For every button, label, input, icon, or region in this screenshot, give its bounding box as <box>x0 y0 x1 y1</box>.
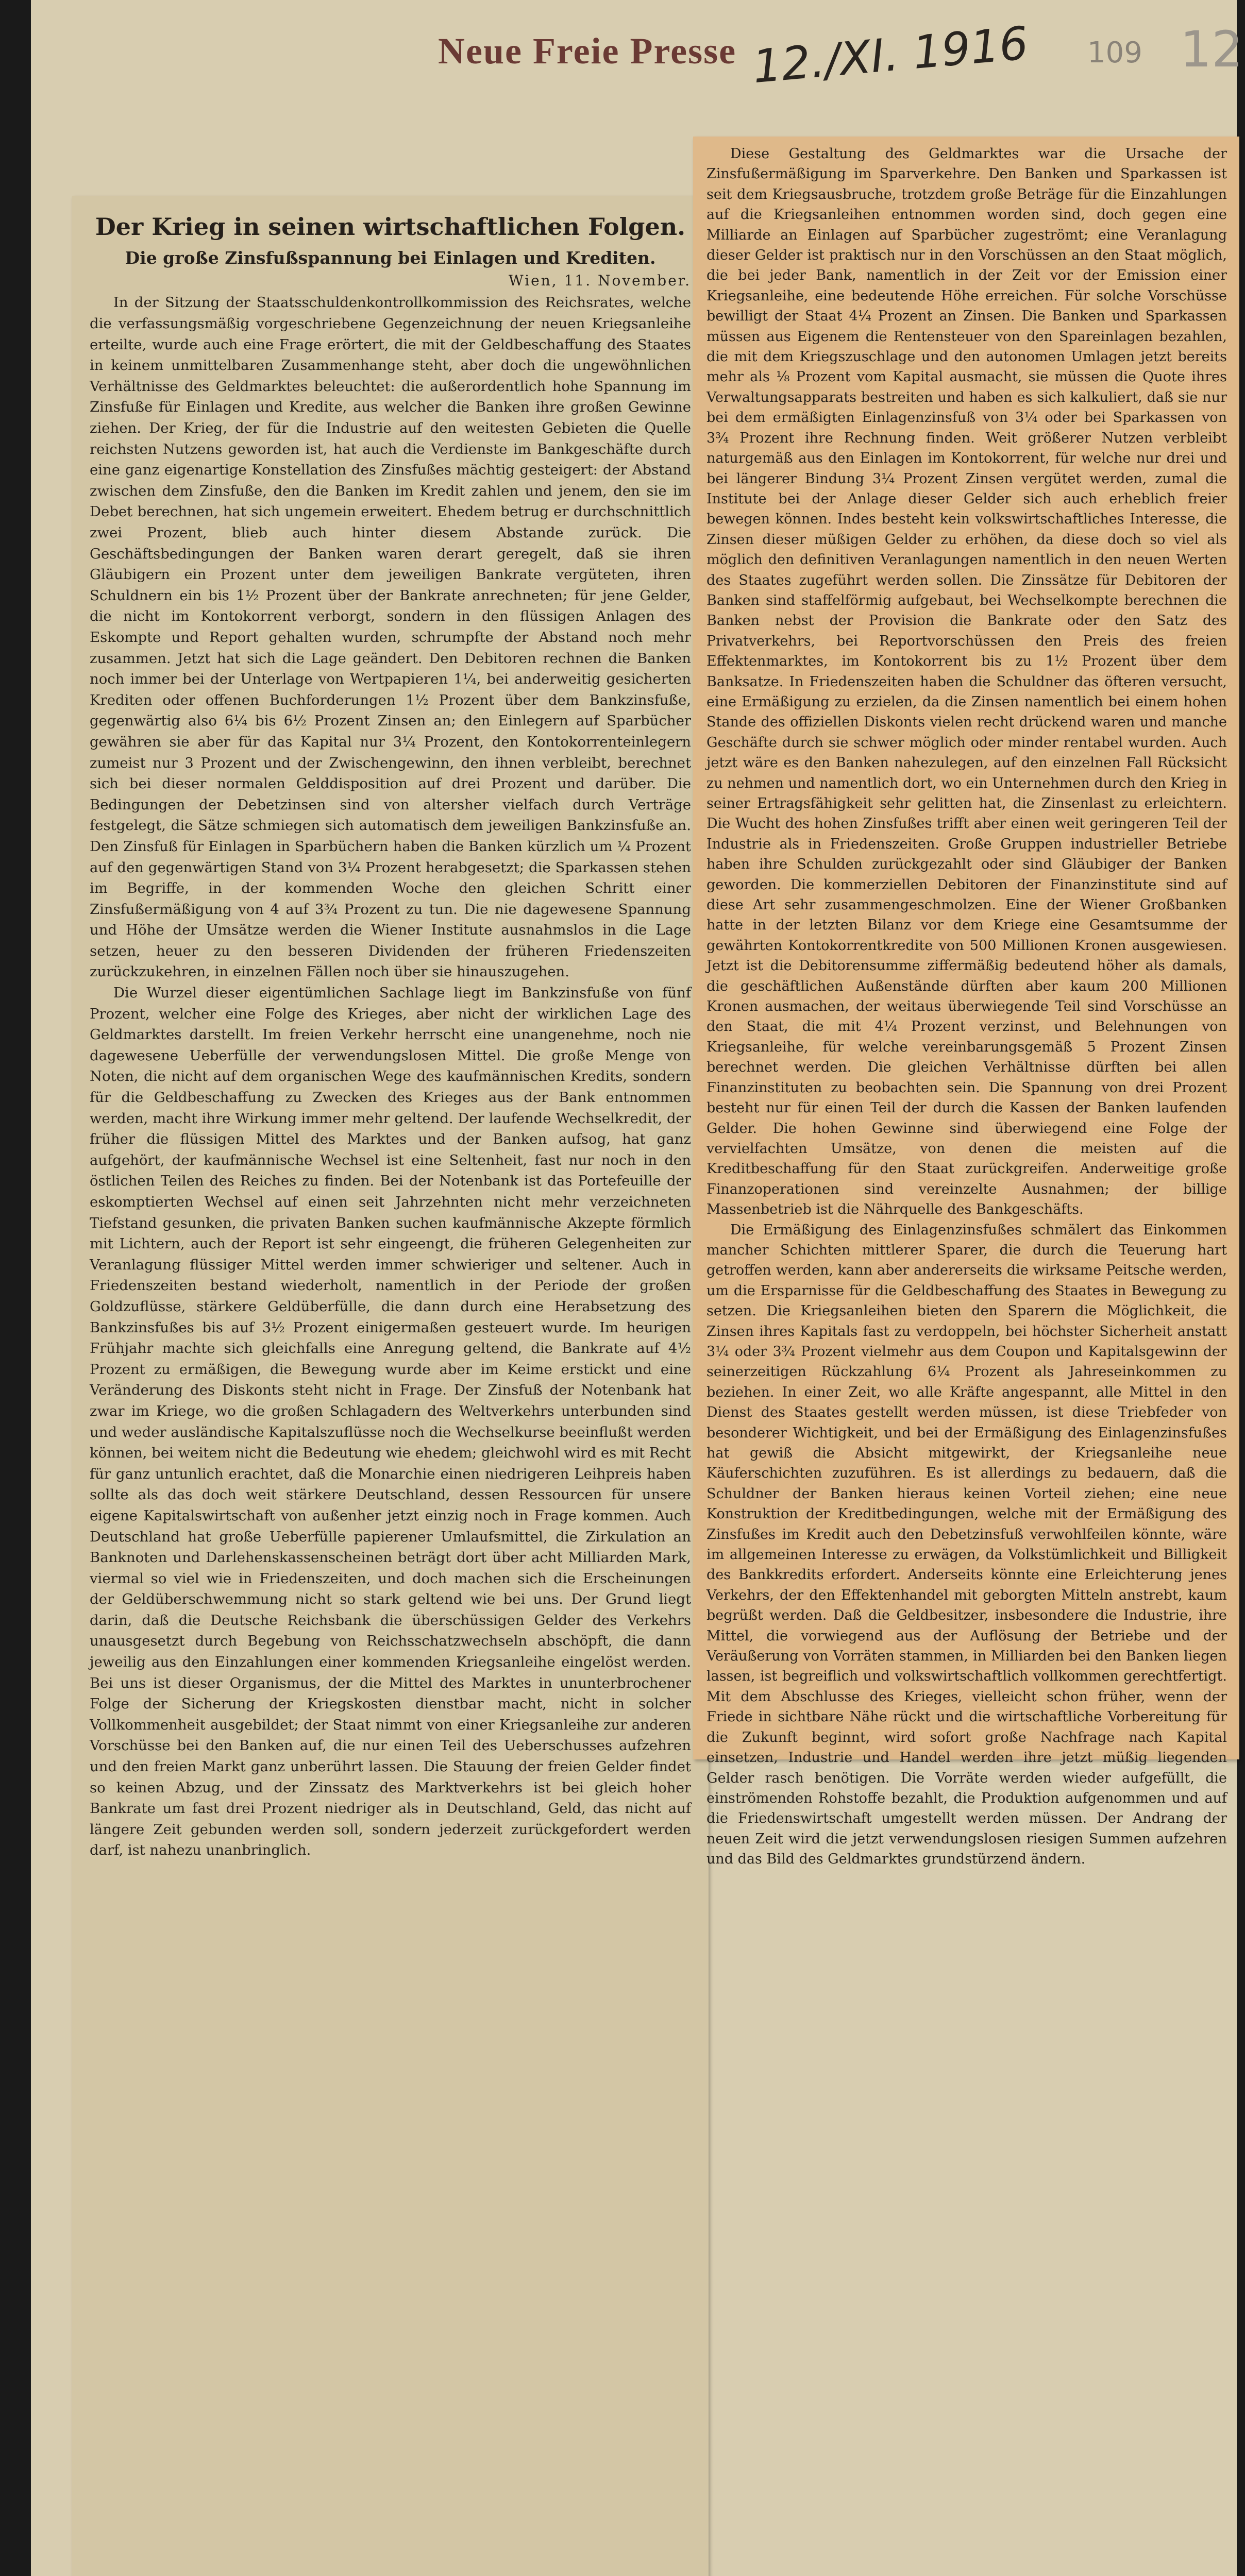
newspaper-masthead: Neue Freie Presse <box>438 30 737 72</box>
article-dateline: Wien, 11. November. <box>508 272 691 290</box>
archive-mark: 12 <box>1180 21 1243 78</box>
article-subheadline: Die große Zinsfußspannung bei Einlagen und Krediten. <box>125 247 656 268</box>
clipping-left-column <box>72 196 709 2576</box>
article-paragraph: Diese Gestaltung des Geldmarktes war die Ursache der Zinsfußermäßigung im Sparverkehre. Den Banken und Sparkassen ist seit dem Kriegsausbruche, trotzdem große Beträge für die Einzahlungen auf die Kriegsanleihen entnommen worden sind, doch gegen eine Milliarde an Einlagen auf Sparbücher zugeströmt; eine Veranlagung dieser Gelder ist praktisch nur in den Vorschüssen an den Staat möglich, die bei jeder Bank, namentlich in der Zeit vor der Emission einer Kriegsanleihe, eine bedeutende Höhe erreichen. Für solche Vorschüsse bewilligt der Staat 4¼ Prozent an Zinsen. Die Banken und Sparkassen müssen aus Eigenem die Rentensteuer von den Spareinlagen bezahlen, die mit dem Kriegszuschlage und den autonomen Umlagen jetzt bereits mehr als ⅛ Prozent vom Kapital ausmacht, sie müssen die Quote ihres Verwaltungsapparats bestreiten und haben es sich kalkuliert, daß sie nur bei dem ermäßigten Einlagenzinsfuß von 3¼ oder bei Sparkassen von 3¾ Prozent ihre Rechnung finden. Weit größerer Nutzen verbleibt naturgemäß aus den Einlagen im Kontokorrent, für welche nur drei und bei längerer Bindung 3¼ Prozent Zinsen vergütet werden, zumal die Institute bei der Anlage dieser Gelder sich auch erheblich freier bewegen können. Indes besteht kein volkswirtschaftliches Interesse, die Zinsen dieser müßigen Gelder zu erhöhen, da diese doch so viel als möglich den definitiven Veranlagungen namentlich in den neuen Werten des Staates zugeführt werden sollen. Die Zinssätze für Debitoren der Banken sind staffelförmig aufgebaut, bei Wechselkompte berechnen die Banken nebst der Provision die Bankrate oder den Satz des Privatverkehrs, bei Reportvorschüssen den Preis des freien Effektenmarktes, im Kontokorrent bis zu 1½ Prozent über dem Banksatze. In Friedenszeiten haben die Schuldner das öfteren versucht, eine Ermäßigung zu erzielen, da die Zinsen namentlich bei einem hohen Stande des offiziellen Diskonts vielen recht drückend waren und manche Geschäfte durch sie schwer möglich oder minder rentabel wurden. Auch jetzt wäre es den Banken nahezulegen, auf den einzelnen Fall Rücksicht zu nehmen und namentlich dort, wo ein Unternehmen durch den Krieg in seiner Ertragsfähigkeit sehr gelitten hat, die Zinsenlast zu erleichtern. Die Wucht des hohen Zinsfußes trifft aber einen weit geringeren Teil der Industrie als in Friedenszeiten. Große Gruppen industrieller Betriebe haben ihre Schulden zurückgezahlt oder sind Gläubiger der Banken geworden. Die kommerziellen Debitoren der Finanzinstitute sind auf diese Art sehr zusammengeschmolzen. Eine der Wiener Großbanken hatte in der letzten Bilanz vor dem Kriege eine Gesamtsumme der gewährten Kontokorrentkredite von 500 Millionen Kronen ausgewiesen. Jetzt ist die Debitorensumme ziffermäßig bedeutend höher als damals, die geschäftlichen Außenstände dürften aber kaum 200 Millionen Kronen ausmachen, der weitaus überwiegende Teil sind Vorschüsse an den Staat, die mit 4¼ Prozent verzinst, und Belehnungen von Kriegsanleihe, für welche vereinbarungsgemäß 5 Prozent Zinsen berechnet werden. Die gleichen Verhältnisse dürften bei allen Finanzinstituten zu beobachten sein. Die Spannung von drei Prozent besteht nur für einen Teil der durch die Kassen der Banken laufenden Gelder. Die hohen Gewinne sind überwiegend eine Folge der vervielfachten Umsätze, von denen die meisten auf die Kreditbeschaffung für den Staat zurückgreifen. Anderweitige große Finanzoperationen sind vereinzelte Ausnahmen; der billige Massenbetrieb ist die Nährquelle des Bankgeschäfts. <box>706 146 1227 1218</box>
article-paragraph: In der Sitzung der Staatsschuldenkontrollkommission des Reichsrates, welche die verfassungsmäßig vorgeschriebene Gegenzeichnung der neuen Kriegsanleihe erteilte, wurde auch eine Frage erörtert, die mit der Geldbeschaffung des Staates in keinem unmittelbaren Zusammenhange steht, aber doch die ungewöhnlichen Verhältnisse des Geldmarktes beleuchtet: die außerordentlich hohe Spannung im Zinsfuße für Einlagen und Kredite, aus welcher die Banken ihre großen Gewinne ziehen. Der Krieg, der für die Industrie auf den weitesten Gebieten die Quelle reichsten Nutzens geworden ist, hat auch die Verdienste im Bankgeschäfte durch eine ganz eigenartige Konstellation des Zinsfußes mächtig gesteigert: der Abstand zwischen dem Zinsfuße, den die Banken im Kredit zahlen und jenem, den sie im Debet berechnen, hat sich ungemein erweitert. Ehedem betrug er durchschnittlich zwei Prozent, blieb auch hinter diesem Abstande zurück. Die Geschäftsbedingungen der Banken waren derart geregelt, daß sie ihren Gläubigern ein Prozent unter dem jeweiligen Bankrate vergüteten, ihren Schuldnern ein bis 1½ Prozent über der Bankrate anrechneten; für jene Gelder, die nicht im Kontokorrent verborgt, sondern in den flüssigen Anlagen des Eskompte und Report gehalten wurden, schrumpfte der Abstand noch mehr zusammen. Jetzt hat sich die Lage geändert. Den Debitoren rechnen die Banken noch immer bei der Unterlage von Wertpapieren 1¼, bei anderweitig gesicherten Krediten oder offenen Buchforderungen 1½ Prozent über dem Bankzinsfuße, gegenwärtig also 6¼ bis 6½ Prozent Zinsen an; den Einlegern auf Sparbücher gewähren sie aber für das Kapital nur 3¼ Prozent, den Kontokorrenteinlegern zumeist nur 3 Prozent und der Zwischengewinn, den ihnen verbleibt, berechnet sich bei dieser normalen Gelddisposition auf drei Prozent und darüber. Die Bedingungen der Debetzinsen sind von altersher vielfach durch Verträge festgelegt, die Sätze schmiegen sich automatisch dem jeweiligen Bankzinsfuße an. Den Zinsfuß für Einlagen in Sparbüchern haben die Banken kürzlich um ¼ Prozent auf den gegenwärtigen Stand von 3¼ Prozent herabgesetzt; die Sparkassen stehen im Begriffe, in der kommenden Woche den gleichen Schritt einer Zinsfußermäßigung von 4 auf 3¾ Prozent zu tun. Die nie dagewesene Spannung und Höhe der Umsätze werden die Wiener Institute ausnahmslos in die Lage setzen, heuer zu den besseren Dividenden der früheren Friedenszeiten zurückzukehren, in einzelnen Fällen noch über sie hinauszugehen. <box>90 294 691 980</box>
archive-number: 109 <box>1087 36 1142 70</box>
clipping-right-column <box>693 137 1239 1868</box>
article-headline: Der Krieg in seinen wirtschaftlichen Folgen. <box>95 213 686 241</box>
article-paragraph: Die Wurzel dieser eigentümlichen Sachlage liegt im Bankzinsfuße von fünf Prozent, welcher eine Folge des Krieges, aber nicht der wirklichen Lage des Geldmarktes darstellt. Im freien Verkehr herrscht eine unangenehme, noch nie dagewesene Ueberfülle der verwendungslosen Mittel. Die große Menge von Noten, die nicht auf dem organischen Wege des kaufmännischen Kredits, sondern für die Geldbeschaffung zu Zwecken des Krieges aus der Bank entnommen werden, macht ihre Wirkung immer mehr geltend. Der laufende Wechselkredit, der früher die flüssigen Mittel des Marktes und der Banken aufsog, hat ganz aufgehört, der kaufmännische Wechsel ist eine Seltenheit, fast nur noch in den östlichen Teilen des Reiches zu finden. Bei der Notenbank ist das Portefeuille der eskomptierten Wechsel auf einen seit Jahrzehnten nicht mehr verzeichneten Tiefstand gesunken, die privaten Banken suchen kaufmännische Akzepte förmlich mit Lichtern, auch der Report ist sehr eingeengt, die früheren Gelegenheiten zur Veranlagung flüssiger Mittel werden immer schwieriger und seltener. Auch in Friedenszeiten bestand wiederholt, namentlich in der Periode der großen Goldzuflüsse, stärkere Geldüberfülle, die dann durch eine Herabsetzung des Bankzinsfußes bis auf 3½ Prozent einigermaßen gesteuert wurde. Im heurigen Frühjahr machte sich gleichfalls eine Anregung geltend, die Bankrate auf 4½ Prozent zu ermäßigen, die Bewegung wurde aber im Keime erstickt und eine Veränderung des Diskonts steht nicht in Frage. Der Zinsfuß der Notenbank hat zwar im Kriege, wo die großen Schlagadern des Weltverkehrs unterbunden sind und weder ausländische Kapitalszuflüsse noch die Wechselkurse beeinflußt werden können, bei weitem nicht die Bedeutung wie ehedem; gleichwohl wird es mit Recht für ganz untunlich erachtet, daß die Monarchie einen niedrigeren Leihpreis haben sollte als das doch weit stärkere Deutschland, dessen Ressourcen für unsere eigene Kapitalswirtschaft von außenher jetzt einzig noch in Frage kommen. Auch Deutschland hat große Ueberfülle papierener Umlaufsmittel, die Zirkulation an Banknoten und Darlehenskassenscheinen beträgt dort über acht Milliarden Mark, viermal so viel wie in Friedenszeiten, und doch machen sich die Erscheinungen der Geldüberschwemmung nicht so stark geltend wie bei uns. Der Grund liegt darin, daß die Deutsche Reichsbank die überschüssigen Gelder des Verkehrs unausgesetzt durch Begebung von Reichsschatzwechseln abschöpft, die dann jeweilig aus den Einzahlungen einer kommenden Kriegsanleihe eingelöst werden. Bei uns ist dieser Organismus, der die Mittel des Marktes in ununterbrochener Folge der Sicherung der Kriegskosten dienstbar macht, nicht in solcher Vollkommenheit ausgebildet; der Staat nimmt von einer Kriegsanleihe zur anderen Vorschüsse bei den Banken auf, die nur einen Teil des Ueberschusses aufzehren und den freien Markt ganz unberührt lassen. Die Stauung der freien Gelder findet so keinen Abzug, und der Zinssatz des Marktverkehrs ist bei gleich hoher Bankrate um fast drei Prozent niedriger als in Deutschland, Geld, das nicht auf längere Zeit gebunden werden soll, sondern jederzeit zurückgefordert werden darf, ist nahezu unanbringlich. <box>90 985 691 1859</box>
handwritten-date: 12./XI. 1916 <box>750 16 1031 94</box>
article-paragraph: Die Ermäßigung des Einlagenzinsfußes schmälert das Einkommen mancher Schichten mittlerer Sparer, die durch die Teuerung hart getroffen werden, kann aber andererseits die wirksame Peitsche werden, um die Ersparnisse für die Geldbeschaffung des Staates in Bewegung zu setzen. Die Kriegsanleihen bieten den Sparern die Möglichkeit, die Zinsen ihres Kapitals fast zu verdoppeln, bei höchster Sicherheit anstatt 3¼ oder 3¾ Prozent vielmehr aus dem Coupon und Kapitalsgewinn der seinerzeitigen Rückzahlung 6¼ Prozent als Jahreseinkommen zu beziehen. In einer Zeit, wo alle Kräfte angespannt, alle Mittel in den Dienst des Staates gestellt werden müssen, ist diese Triebfeder von besonderer Wichtigkeit, und bei der Ermäßigung des Einlagenzinsfußes hat gewiß die Absicht mitgewirkt, der Kriegsanleihe neue Käuferschichten zuzuführen. Es ist allerdings zu bedauern, daß die Schuldner der Banken hieraus keinen Vorteil ziehen; eine neue Konstruktion der Kreditbedingungen, welche mit der Ermäßigung des Zinsfußes im Kredit auch den Debetzinsfuß verwohlfeilen könnte, wäre im allgemeinen Interesse zu erwägen, da Volkstümlichkeit und Billigkeit des Bankkredits erfordert. Anderseits könnte eine Erleichterung jenes Verkehrs, der den Effektenhandel mit geborgten Mitteln anstrebt, kaum begrüßt werden. Daß die Geldbesitzer, insbesondere die Industrie, ihre Mittel, die vorwiegend aus der Auflösung der Betriebe und der Veräußerung von Vorräten stammen, in Milliarden bei den Banken liegen lassen, ist begreiflich und volkswirtschaftlich vollkommen gerechtfertigt. Mit dem Abschlusse des Krieges, vielleicht schon früher, wenn der Friede in sichtbare Nähe rückt und die wirtschaftliche Vorbereitung für die Zukunft beginnt, wird sofort große Nachfrage nach Kapital einsetzen, Industrie und Handel werden ihre jetzt müßig liegenden Gelder rasch benötigen. Die Vorräte werden wieder aufgefüllt, die einströmenden Rohstoffe bezahlt, die Produktion aufgenommen und auf die Friedenswirtschaft umgestellt werden müssen. Der Andrang der neuen Zeit wird die jetzt verwendungslosen riesigen Summen aufzehren und das Bild des Geldmarktes grundstürzend ändern. <box>706 1222 1227 1868</box>
